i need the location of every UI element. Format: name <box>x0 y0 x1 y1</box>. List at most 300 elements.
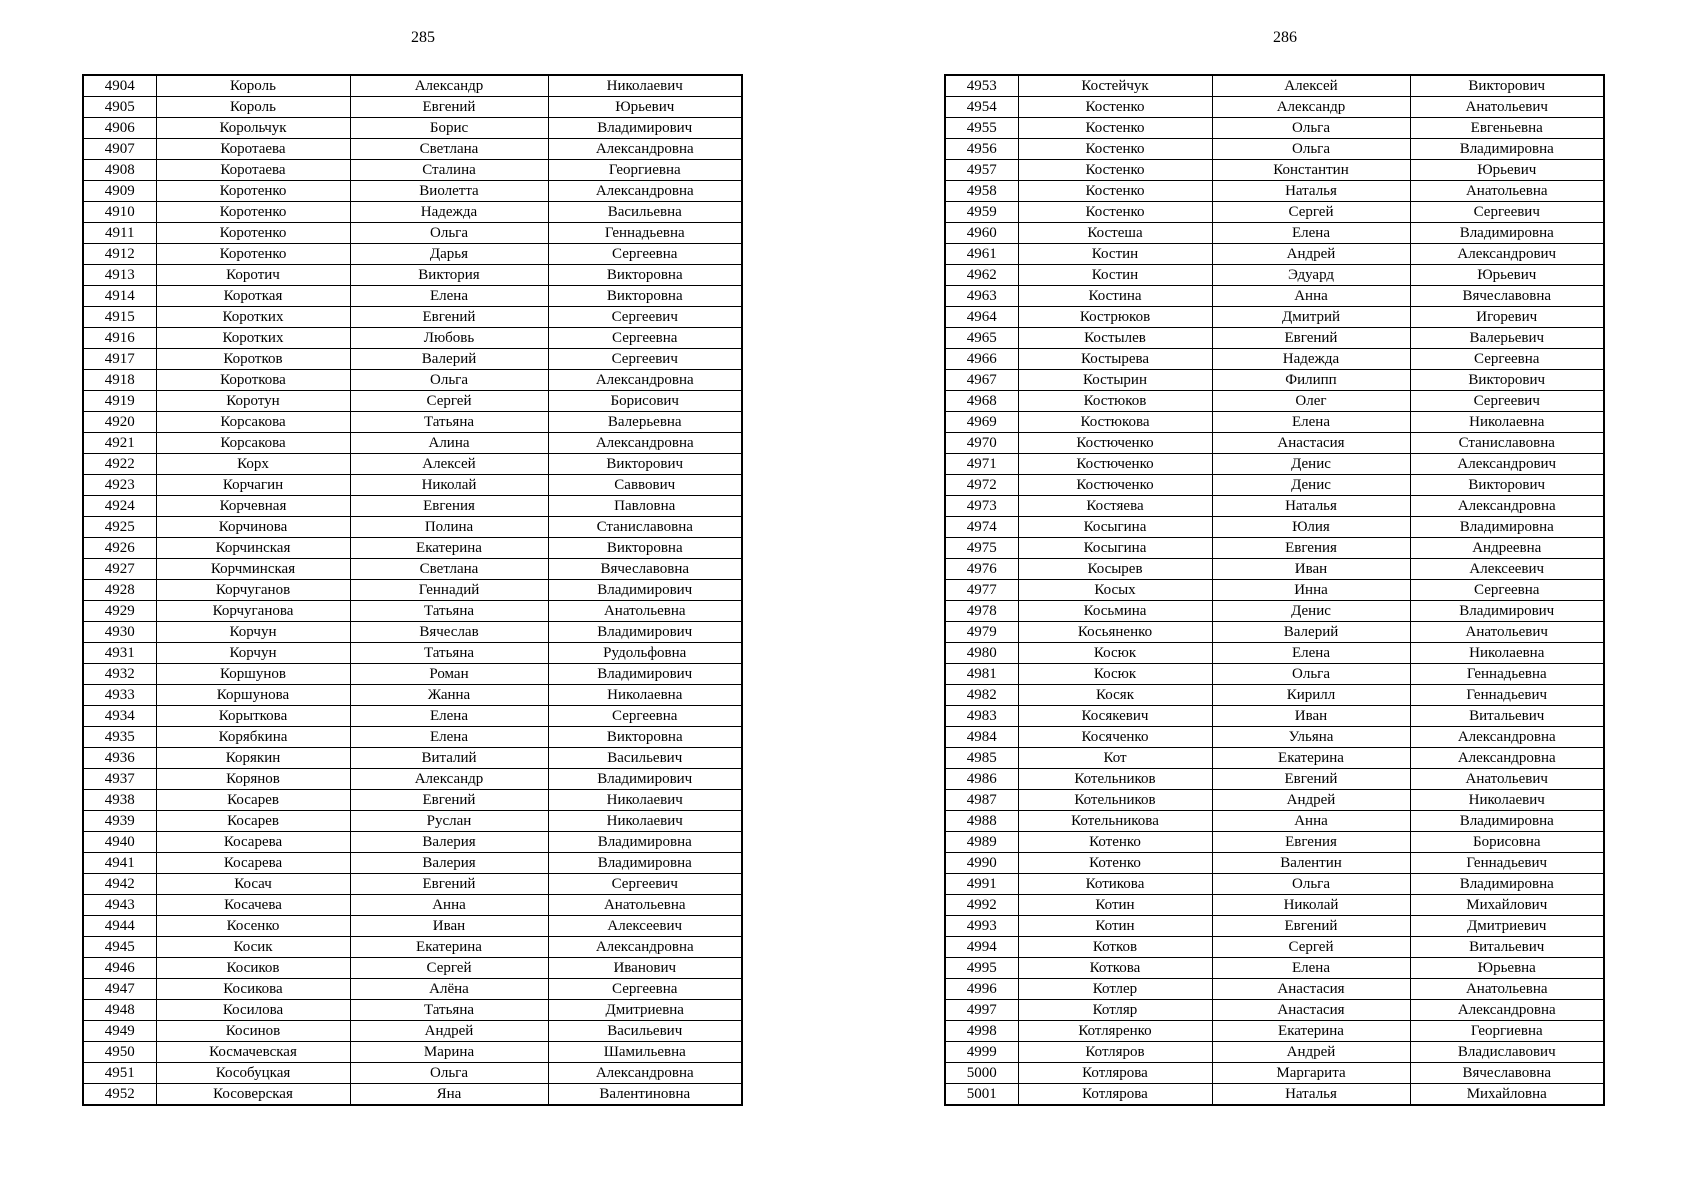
surname-cell: Косоверская <box>156 1084 350 1106</box>
patronymic-cell: Юрьевич <box>1410 160 1604 181</box>
patronymic-cell: Вячеславовна <box>1410 1063 1604 1084</box>
surname-cell: Косюк <box>1018 664 1212 685</box>
table-row <box>945 559 1604 580</box>
table-row <box>83 853 742 874</box>
patronymic-cell: Саввович <box>548 475 742 496</box>
patronymic-cell: Игоревич <box>1410 307 1604 328</box>
surname-cell: Кот <box>1018 748 1212 769</box>
first-name-cell: Евгения <box>1212 832 1410 853</box>
surname-cell: Косюк <box>1018 643 1212 664</box>
surname-cell: Корчинова <box>156 517 350 538</box>
record-number-cell: 4971 <box>945 454 1018 475</box>
surname-cell: Корябкина <box>156 727 350 748</box>
record-number-cell: 4950 <box>83 1042 156 1063</box>
record-number-cell: 4980 <box>945 643 1018 664</box>
patronymic-cell: Александровна <box>1410 496 1604 517</box>
patronymic-cell: Сергеевич <box>548 349 742 370</box>
table-row <box>945 454 1604 475</box>
first-name-cell: Валерий <box>350 349 548 370</box>
record-number-cell: 4972 <box>945 475 1018 496</box>
first-name-cell: Любовь <box>350 328 548 349</box>
first-name-cell: Эдуард <box>1212 265 1410 286</box>
record-number-cell: 4938 <box>83 790 156 811</box>
record-number-cell: 4936 <box>83 748 156 769</box>
table-row <box>945 160 1604 181</box>
patronymic-cell: Станиславовна <box>548 517 742 538</box>
patronymic-cell: Вячеславовна <box>548 559 742 580</box>
patronymic-cell: Владимировна <box>1410 874 1604 895</box>
patronymic-cell: Владимировна <box>548 832 742 853</box>
surname-cell: Костенко <box>1018 181 1212 202</box>
table-row <box>945 706 1604 727</box>
record-number-cell: 4937 <box>83 769 156 790</box>
record-number-cell: 4979 <box>945 622 1018 643</box>
patronymic-cell: Владимировна <box>1410 223 1604 244</box>
record-number-cell: 4941 <box>83 853 156 874</box>
first-name-cell: Светлана <box>350 139 548 160</box>
first-name-cell: Татьяна <box>350 412 548 433</box>
first-name-cell: Вячеслав <box>350 622 548 643</box>
record-number-cell: 4942 <box>83 874 156 895</box>
record-number-cell: 4966 <box>945 349 1018 370</box>
surname-cell: Корчуганов <box>156 580 350 601</box>
first-name-cell: Алексей <box>350 454 548 475</box>
table-row <box>945 223 1604 244</box>
surname-cell: Котлярова <box>1018 1063 1212 1084</box>
first-name-cell: Ульяна <box>1212 727 1410 748</box>
first-name-cell: Евгения <box>350 496 548 517</box>
first-name-cell: Елена <box>1212 223 1410 244</box>
patronymic-cell: Сергеевна <box>548 328 742 349</box>
record-number-cell: 4978 <box>945 601 1018 622</box>
record-number-cell: 5001 <box>945 1084 1018 1106</box>
surname-cell: Корольчук <box>156 118 350 139</box>
record-number-cell: 4952 <box>83 1084 156 1106</box>
first-name-cell: Олег <box>1212 391 1410 412</box>
record-number-cell: 4953 <box>945 75 1018 97</box>
patronymic-cell: Николаевич <box>548 790 742 811</box>
first-name-cell: Сталина <box>350 160 548 181</box>
first-name-cell: Анна <box>350 895 548 916</box>
record-number-cell: 4922 <box>83 454 156 475</box>
record-number-cell: 4932 <box>83 664 156 685</box>
table-row <box>945 475 1604 496</box>
first-name-cell: Анастасия <box>1212 979 1410 1000</box>
table-row <box>83 874 742 895</box>
table-row <box>83 748 742 769</box>
surname-cell: Косьмина <box>1018 601 1212 622</box>
first-name-cell: Борис <box>350 118 548 139</box>
table-row <box>945 874 1604 895</box>
table-row <box>83 244 742 265</box>
first-name-cell: Анна <box>1212 286 1410 307</box>
table-row <box>945 349 1604 370</box>
first-name-cell: Ольга <box>1212 118 1410 139</box>
patronymic-cell: Сергеевна <box>548 979 742 1000</box>
surname-cell: Корчагин <box>156 475 350 496</box>
record-number-cell: 4987 <box>945 790 1018 811</box>
surname-cell: Коршунова <box>156 685 350 706</box>
patronymic-cell: Геннадьевна <box>1410 664 1604 685</box>
patronymic-cell: Владимировна <box>1410 517 1604 538</box>
patronymic-cell: Александровна <box>1410 727 1604 748</box>
table-row <box>945 895 1604 916</box>
table-row <box>83 1084 742 1106</box>
first-name-cell: Виталий <box>350 748 548 769</box>
record-number-cell: 4992 <box>945 895 1018 916</box>
first-name-cell: Андрей <box>1212 1042 1410 1063</box>
table-row <box>945 643 1604 664</box>
record-number-cell: 4943 <box>83 895 156 916</box>
record-number-cell: 4912 <box>83 244 156 265</box>
record-number-cell: 4962 <box>945 265 1018 286</box>
first-name-cell: Наталья <box>1212 1084 1410 1106</box>
first-name-cell: Марина <box>350 1042 548 1063</box>
surname-cell: Корх <box>156 454 350 475</box>
surname-cell: Костырева <box>1018 349 1212 370</box>
table-row <box>945 1000 1604 1021</box>
first-name-cell: Филипп <box>1212 370 1410 391</box>
table-row <box>83 118 742 139</box>
page-number-left: 285 <box>411 29 435 46</box>
surname-cell: Косик <box>156 937 350 958</box>
surname-cell: Корякин <box>156 748 350 769</box>
patronymic-cell: Витальевич <box>1410 937 1604 958</box>
surname-cell: Костин <box>1018 265 1212 286</box>
first-name-cell: Евгений <box>1212 328 1410 349</box>
table-row <box>83 75 742 97</box>
table-row <box>83 1063 742 1084</box>
patronymic-cell: Викторовна <box>548 538 742 559</box>
record-number-cell: 4989 <box>945 832 1018 853</box>
first-name-cell: Николай <box>350 475 548 496</box>
first-name-cell: Ольга <box>1212 139 1410 160</box>
patronymic-cell: Александровна <box>548 937 742 958</box>
table-row <box>945 685 1604 706</box>
surname-cell: Короткова <box>156 370 350 391</box>
record-number-cell: 4934 <box>83 706 156 727</box>
table-row <box>945 286 1604 307</box>
record-number-cell: 4909 <box>83 181 156 202</box>
first-name-cell: Александр <box>350 75 548 97</box>
record-number-cell: 4921 <box>83 433 156 454</box>
surname-cell: Коротких <box>156 307 350 328</box>
surname-cell: Косякевич <box>1018 706 1212 727</box>
table-row <box>945 412 1604 433</box>
record-number-cell: 4976 <box>945 559 1018 580</box>
patronymic-cell: Анатольевич <box>1410 622 1604 643</box>
table-row <box>83 160 742 181</box>
first-name-cell: Александр <box>350 769 548 790</box>
record-number-cell: 4982 <box>945 685 1018 706</box>
patronymic-cell: Анатольевна <box>1410 979 1604 1000</box>
table-row <box>83 580 742 601</box>
table-row <box>945 979 1604 1000</box>
first-name-cell: Кирилл <box>1212 685 1410 706</box>
table-row <box>945 181 1604 202</box>
patronymic-cell: Витальевич <box>1410 706 1604 727</box>
record-number-cell: 4945 <box>83 937 156 958</box>
surname-cell: Косинов <box>156 1021 350 1042</box>
patronymic-cell: Сергеевич <box>548 874 742 895</box>
surname-cell: Котляр <box>1018 1000 1212 1021</box>
patronymic-cell: Рудольфовна <box>548 643 742 664</box>
surname-cell: Костенко <box>1018 139 1212 160</box>
record-number-cell: 4994 <box>945 937 1018 958</box>
surname-cell: Коршунов <box>156 664 350 685</box>
first-name-cell: Валерия <box>350 832 548 853</box>
record-number-cell: 4924 <box>83 496 156 517</box>
table-row <box>945 538 1604 559</box>
record-number-cell: 4918 <box>83 370 156 391</box>
first-name-cell: Роман <box>350 664 548 685</box>
surname-cell: Косырев <box>1018 559 1212 580</box>
record-number-cell: 4967 <box>945 370 1018 391</box>
surname-cell: Коткова <box>1018 958 1212 979</box>
table-row <box>83 622 742 643</box>
table-row <box>83 1000 742 1021</box>
record-number-cell: 4916 <box>83 328 156 349</box>
record-number-cell: 4991 <box>945 874 1018 895</box>
surname-cell: Костюченко <box>1018 433 1212 454</box>
surname-cell: Косарева <box>156 853 350 874</box>
first-name-cell: Сергей <box>350 391 548 412</box>
first-name-cell: Евгений <box>1212 769 1410 790</box>
first-name-cell: Надежда <box>350 202 548 223</box>
first-name-cell: Дмитрий <box>1212 307 1410 328</box>
first-name-cell: Ольга <box>350 370 548 391</box>
table-row <box>945 1063 1604 1084</box>
surname-cell: Косиков <box>156 958 350 979</box>
record-number-cell: 4957 <box>945 160 1018 181</box>
record-number-cell: 4906 <box>83 118 156 139</box>
surname-cell: Костюченко <box>1018 475 1212 496</box>
surname-cell: Костин <box>1018 244 1212 265</box>
patronymic-cell: Борисович <box>548 391 742 412</box>
table-row <box>945 97 1604 118</box>
table-row <box>945 1021 1604 1042</box>
first-name-cell: Валентин <box>1212 853 1410 874</box>
record-number-cell: 4905 <box>83 97 156 118</box>
first-name-cell: Денис <box>1212 454 1410 475</box>
first-name-cell: Яна <box>350 1084 548 1106</box>
surname-cell: Корчминская <box>156 559 350 580</box>
record-number-cell: 4949 <box>83 1021 156 1042</box>
surname-cell: Котлярова <box>1018 1084 1212 1106</box>
surname-cell: Котенко <box>1018 853 1212 874</box>
patronymic-cell: Борисовна <box>1410 832 1604 853</box>
patronymic-cell: Александровна <box>548 139 742 160</box>
surname-cell: Котенко <box>1018 832 1212 853</box>
first-name-cell: Ольга <box>1212 664 1410 685</box>
first-name-cell: Сергей <box>1212 202 1410 223</box>
table-row <box>83 685 742 706</box>
patronymic-cell: Сергеевна <box>1410 580 1604 601</box>
table-row <box>83 370 742 391</box>
first-name-cell: Николай <box>1212 895 1410 916</box>
record-number-cell: 4975 <box>945 538 1018 559</box>
first-name-cell: Виолетта <box>350 181 548 202</box>
surname-cell: Котляров <box>1018 1042 1212 1063</box>
record-number-cell: 4930 <box>83 622 156 643</box>
first-name-cell: Алина <box>350 433 548 454</box>
patronymic-cell: Александровна <box>548 370 742 391</box>
patronymic-cell: Викторовна <box>548 265 742 286</box>
record-number-cell: 4968 <box>945 391 1018 412</box>
first-name-cell: Евгений <box>350 790 548 811</box>
first-name-cell: Екатерина <box>350 937 548 958</box>
surname-cell: Костенко <box>1018 97 1212 118</box>
record-number-cell: 4925 <box>83 517 156 538</box>
patronymic-cell: Викторович <box>548 454 742 475</box>
surname-cell: Костяева <box>1018 496 1212 517</box>
patronymic-cell: Сергеевна <box>1410 349 1604 370</box>
table-row <box>83 286 742 307</box>
record-number-cell: 4944 <box>83 916 156 937</box>
patronymic-cell: Александрович <box>1410 454 1604 475</box>
surname-cell: Костюков <box>1018 391 1212 412</box>
first-name-cell: Виктория <box>350 265 548 286</box>
patronymic-cell: Владиславович <box>1410 1042 1604 1063</box>
first-name-cell: Евгений <box>350 307 548 328</box>
patronymic-cell: Анатольевич <box>1410 769 1604 790</box>
first-name-cell: Денис <box>1212 601 1410 622</box>
record-number-cell: 4964 <box>945 307 1018 328</box>
record-number-cell: 4963 <box>945 286 1018 307</box>
table-row <box>945 75 1604 97</box>
table-row <box>83 811 742 832</box>
table-row <box>945 433 1604 454</box>
table-row <box>945 748 1604 769</box>
patronymic-cell: Александровна <box>1410 1000 1604 1021</box>
first-name-cell: Елена <box>350 286 548 307</box>
table-row <box>945 832 1604 853</box>
table-row <box>83 475 742 496</box>
surname-cell: Косяк <box>1018 685 1212 706</box>
table-row <box>83 559 742 580</box>
patronymic-cell: Дмитриевич <box>1410 916 1604 937</box>
patronymic-cell: Викторович <box>1410 475 1604 496</box>
patronymic-cell: Сергеевич <box>1410 391 1604 412</box>
record-number-cell: 4977 <box>945 580 1018 601</box>
record-number-cell: 4904 <box>83 75 156 97</box>
patronymic-cell: Васильевич <box>548 748 742 769</box>
first-name-cell: Екатерина <box>1212 1021 1410 1042</box>
patronymic-cell: Евгеньевна <box>1410 118 1604 139</box>
patronymic-cell: Геннадьевна <box>548 223 742 244</box>
surname-cell: Коротких <box>156 328 350 349</box>
table-row <box>83 601 742 622</box>
record-number-cell: 4908 <box>83 160 156 181</box>
first-name-cell: Иван <box>1212 559 1410 580</box>
record-number-cell: 4913 <box>83 265 156 286</box>
record-number-cell: 5000 <box>945 1063 1018 1084</box>
surname-cell: Космачевская <box>156 1042 350 1063</box>
patronymic-cell: Николаевна <box>548 685 742 706</box>
surname-cell: Косачева <box>156 895 350 916</box>
record-number-cell: 4954 <box>945 97 1018 118</box>
record-number-cell: 4931 <box>83 643 156 664</box>
first-name-cell: Маргарита <box>1212 1063 1410 1084</box>
surname-cell: Косарева <box>156 832 350 853</box>
table-row <box>83 97 742 118</box>
surname-cell: Костеша <box>1018 223 1212 244</box>
table-row <box>83 433 742 454</box>
patronymic-cell: Шамильевна <box>548 1042 742 1063</box>
surname-cell: Костенко <box>1018 202 1212 223</box>
table-row <box>945 622 1604 643</box>
surname-cell: Котин <box>1018 916 1212 937</box>
surname-cell: Косых <box>1018 580 1212 601</box>
surname-cell: Корянов <box>156 769 350 790</box>
first-name-cell: Андрей <box>1212 790 1410 811</box>
first-name-cell: Денис <box>1212 475 1410 496</box>
patronymic-cell: Алексеевич <box>1410 559 1604 580</box>
table-row <box>83 181 742 202</box>
first-name-cell: Иван <box>1212 706 1410 727</box>
first-name-cell: Юлия <box>1212 517 1410 538</box>
record-number-cell: 4988 <box>945 811 1018 832</box>
patronymic-cell: Александровна <box>1410 748 1604 769</box>
record-number-cell: 4961 <box>945 244 1018 265</box>
page-number-right: 286 <box>1273 29 1297 46</box>
first-name-cell: Андрей <box>1212 244 1410 265</box>
surname-cell: Короткая <box>156 286 350 307</box>
record-number-cell: 4927 <box>83 559 156 580</box>
record-number-cell: 4929 <box>83 601 156 622</box>
surname-cell: Костенко <box>1018 160 1212 181</box>
table-row <box>83 790 742 811</box>
table-row <box>945 601 1604 622</box>
table-row <box>945 202 1604 223</box>
table-row <box>83 664 742 685</box>
patronymic-cell: Николаевна <box>1410 643 1604 664</box>
first-name-cell: Ольга <box>350 223 548 244</box>
first-name-cell: Андрей <box>350 1021 548 1042</box>
patronymic-cell: Васильевна <box>548 202 742 223</box>
patronymic-cell: Геннадьевич <box>1410 853 1604 874</box>
record-number-cell: 4984 <box>945 727 1018 748</box>
surname-cell: Котельникова <box>1018 811 1212 832</box>
table-row <box>83 202 742 223</box>
patronymic-cell: Владимирович <box>548 118 742 139</box>
record-number-cell: 4995 <box>945 958 1018 979</box>
record-number-cell: 4993 <box>945 916 1018 937</box>
table-row <box>83 349 742 370</box>
table-row <box>83 265 742 286</box>
table-row <box>83 139 742 160</box>
surname-cell: Коротун <box>156 391 350 412</box>
first-name-cell: Инна <box>1212 580 1410 601</box>
surname-cell: Коротаева <box>156 160 350 181</box>
table-row <box>945 958 1604 979</box>
first-name-cell: Евгений <box>350 97 548 118</box>
table-row <box>83 307 742 328</box>
table-row <box>945 391 1604 412</box>
surname-cell: Котляренко <box>1018 1021 1212 1042</box>
record-number-cell: 4973 <box>945 496 1018 517</box>
patronymic-cell: Анатольевич <box>1410 97 1604 118</box>
patronymic-cell: Валентиновна <box>548 1084 742 1106</box>
patronymic-cell: Михайловна <box>1410 1084 1604 1106</box>
patronymic-cell: Александровна <box>548 1063 742 1084</box>
record-number-cell: 4935 <box>83 727 156 748</box>
table-row <box>83 727 742 748</box>
record-number-cell: 4926 <box>83 538 156 559</box>
record-number-cell: 4947 <box>83 979 156 1000</box>
first-name-cell: Екатерина <box>1212 748 1410 769</box>
record-number-cell: 4933 <box>83 685 156 706</box>
